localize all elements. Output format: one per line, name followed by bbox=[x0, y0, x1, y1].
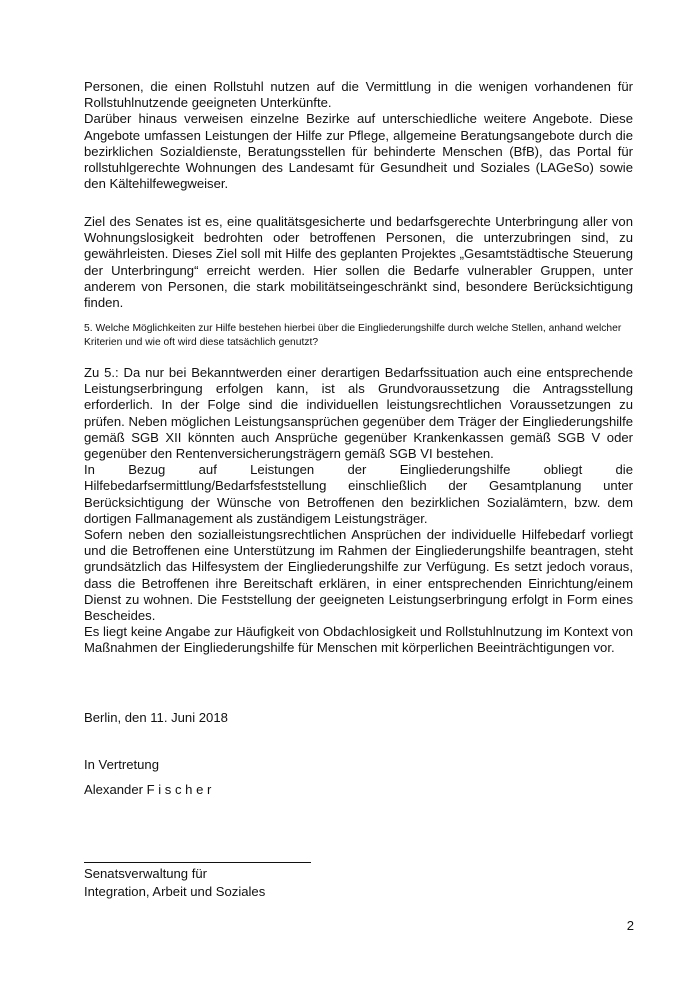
representation-note: In Vertretung bbox=[84, 757, 159, 772]
authority-line-1: Senatsverwaltung für bbox=[84, 866, 208, 881]
page-number: 2 bbox=[626, 918, 634, 933]
answer-5-application: Zu 5.: Da nur bei Bekanntwerden einer derartigen Bedarfssituation auch eine entsprechende Leistungserbringung erfolgen kann, ist als Grundvoraussetzung die Antragsstellung erforderlich. In der Folge sind die individuellen leistungsrechtlichen Voraussetzungen zu prüfen. Neben möglichen Leistungsansprüchen gegenüber dem Träger der Eingliederungshilfe gemäß SGB XII könnten auch Ansprüche gegenüber Krankenkassen gemäß SGB V oder gegenüber den Rentenversicherungsträgern gemäß SGB VI bestehen. bbox=[84, 365, 633, 462]
authority-line-2: Integration, Arbeit und Soziales bbox=[84, 884, 266, 899]
intro-paragraphs bbox=[84, 79, 633, 192]
answer-5-needs-assessment: In Bezug auf Leistungen der Eingliederungshilfe obliegt die Hilfebedarfsermittlung/Bedarfsfeststellung einschließlich der Gesamtplanung unter Berücksichtigung der Wünsche von Betroffenen den bezirklichen Sozialämtern, bzw. dem dortigen Fallmanagement als zuständigem Leistungsträger. bbox=[84, 462, 633, 526]
paragraph-district-offers: Darüber hinaus verweisen einzelne Bezirke auf unterschiedliche weitere Angebote. Diese Angebote umfassen Leistungen der Hilfe zur Pflege, allgemeine Beratungsangebote durch die bezirklichen Sozialdienste, Beratungsstellen für behinderte Menschen (BfB), das Portal für rollstuhlgerechte Wohnungen des Landesamt für Gesundheit und Soziales (LAGeSo) sowie den Kältehilfewegweiser. bbox=[84, 111, 633, 192]
answer-5 bbox=[84, 365, 633, 657]
paragraph-wheelchair-placement: Personen, die einen Rollstuhl nutzen auf die Vermittlung in die wenigen vorhandenen für Rollstuhlnutzende geeigneten Unterkünfte. bbox=[84, 79, 633, 111]
answer-5-no-data: Es liegt keine Angabe zur Häufigkeit von Obdachlosigkeit und Rollstuhlnutzung im Kontext von Maßnahmen der Eingliederungshilfe für Menschen mit körperlichen Beeinträchtigungen vor. bbox=[84, 624, 633, 656]
answer-5-support-system: Sofern neben den sozialleistungsrechtlichen Ansprüchen der individuelle Hilfebedarf vorliegt und die Betroffenen eine Unterstützung im Rahmen der Eingliederungshilfe beantragen, steht grundsätzlich das Hilfesystem der Eingliederungshilfe zur Verfügung. Es setzt jedoch voraus, dass die Betroffenen ihre Bereitschaft erklären, in einer entsprechenden Einrichtung/einem Dienst zu wohnen. Die Feststellung der geeigneten Leistungserbringung erfolgt in Form eines Bescheides. bbox=[84, 527, 633, 624]
signature-rule bbox=[84, 862, 311, 863]
signer-name: Alexander F i s c h e r bbox=[84, 782, 212, 797]
question-5: 5. Welche Möglichkeiten zur Hilfe bestehen hierbei über die Eingliederungshilfe durch welche Stellen, anhand welcher Kriterien und wie oft wird diese tatsächlich genutzt? bbox=[84, 323, 622, 348]
place-date: Berlin, den 11. Juni 2018 bbox=[84, 710, 228, 725]
paragraph-senate-goal: Ziel des Senates ist es, eine qualitätsgesicherte und bedarfsgerechte Unterbringung aller von Wohnungslosigkeit bedrohten oder betroffenen Personen, die unterzubringen sind, zu gewährleisten. Dieses Ziel soll mit Hilfe des geplanten Projektes „Gesamtstädtische Steuerung der Unterbringung“ erreicht werden. Hier sollen die Bedarfe vulnerabler Gruppen, unter anderem von Personen, die stark mobilitätseingeschränkt sind, besondere Berücksichtigung finden. bbox=[84, 214, 633, 311]
